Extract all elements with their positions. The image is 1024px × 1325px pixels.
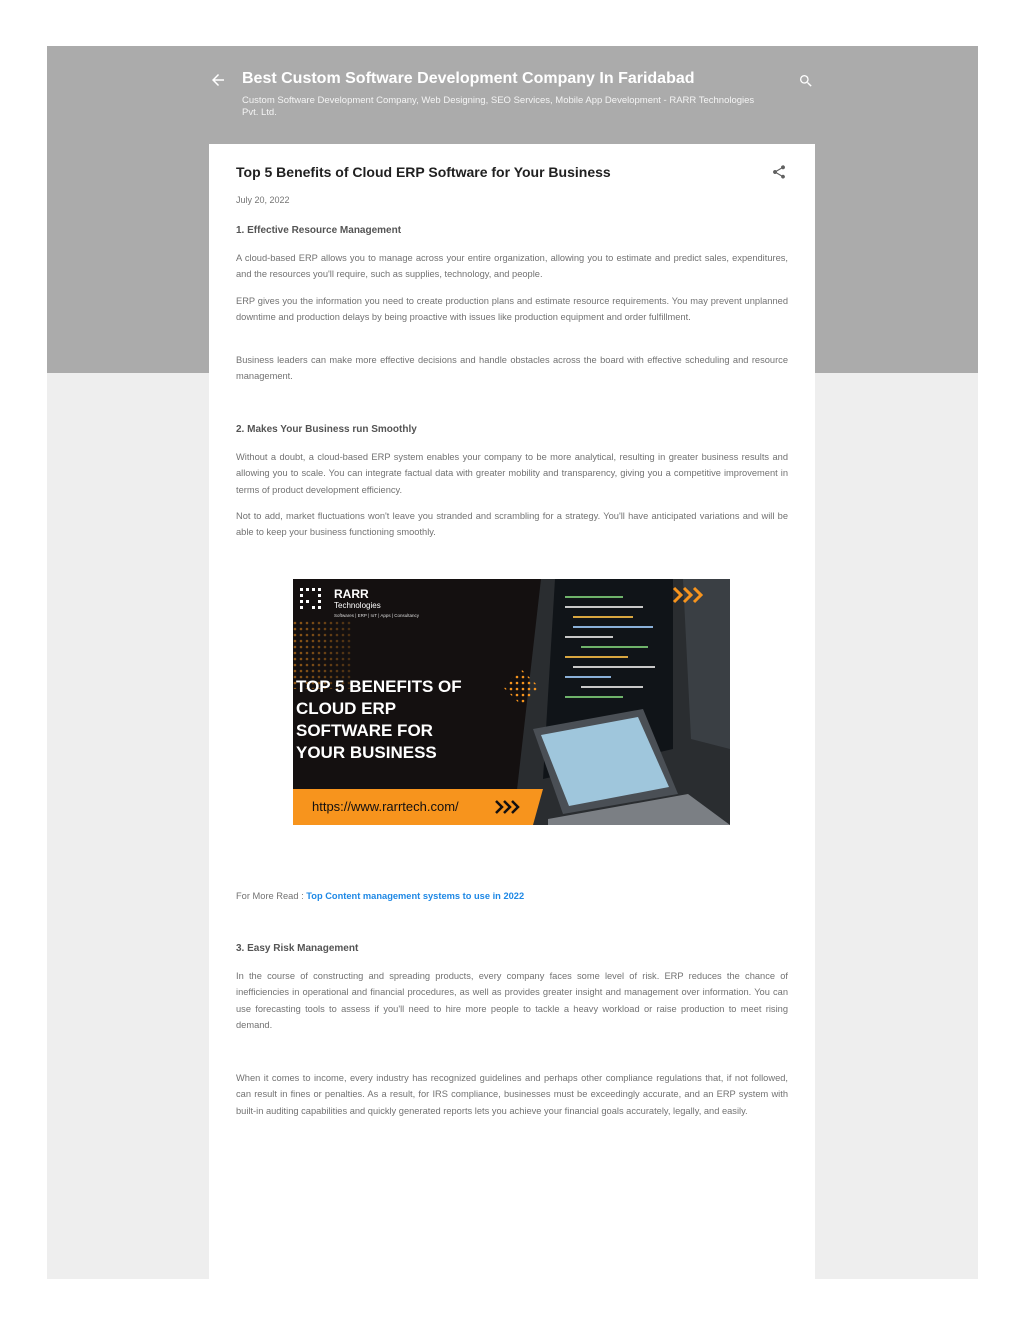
section-heading: 2. Makes Your Business run Smoothly (236, 424, 417, 435)
banner-tagline: Softwares | ERP | IoT | Apps | Consultancy (334, 613, 420, 618)
banner-headline-line: TOP 5 BENEFITS OF (296, 677, 462, 696)
more-read-prefix: For More Read : (236, 891, 307, 901)
search-icon[interactable] (798, 73, 814, 89)
banner-headline-line: CLOUD ERP (296, 699, 397, 718)
paragraph: When it comes to income, every industry has recognized guidelines and perhaps other compliance regulations that, if not followed, can result in fines or penalties. As a result, for IRS compliance, businesses must be exceedingly accurate, and an ERP system with built-in auditing capabilities and quickly generated reports lets you achieve your financial goals accurately, legally, and easily. (236, 1073, 788, 1116)
post-banner-image (293, 579, 730, 825)
post-card (209, 144, 815, 1279)
blog-title[interactable]: Best Custom Software Development Company In Faridabad (242, 70, 695, 87)
banner-brand: RARR (334, 587, 369, 601)
banner-headline (296, 676, 462, 764)
paragraph: Without a doubt, a cloud-based ERP system enables your company to be more analytical, resulting in greater business results and allowing you to scale. You can integrate factual data with greater mobility and transparency, giving you a competitive improvement in terms of product development efficiency. (236, 452, 788, 495)
more-read-link[interactable]: Top Content management systems to use in 2022 (306, 891, 525, 901)
paragraph: ERP gives you the information you need to create production plans and estimate resource requirements. You may prevent unplanned downtime and production delays by being proactive with issues like production equipment and order fulfillment. (236, 296, 788, 323)
section-heading: 1. Effective Resource Management (236, 225, 402, 236)
paragraph: In the course of constructing and spreading products, every company faces some level of risk. ERP reduces the chance of inefficiencies in operational and financial procedures, as well as provides greater insight and management over information. You can use forecasting tools to assess if you'll need to hire more people to tackle a heavy workload or raise production to meet rising demand. (236, 971, 788, 1030)
banner-url: https://www.rarrtech.com/ (312, 799, 459, 814)
page-frame (47, 46, 978, 1279)
paragraph: Not to add, market fluctuations won't leave you stranded and scrambling for a strategy. You'll have anticipated variations and will be able to keep your business functioning smoothly. (236, 511, 788, 538)
banner-brand-sub: Technologies (334, 601, 381, 610)
share-icon[interactable] (771, 164, 787, 180)
paragraph: Business leaders can make more effective decisions and handle obstacles across the board with effective scheduling and resource management. (236, 355, 788, 382)
post-date: July 20, 2022 (236, 195, 290, 205)
paragraph: A cloud-based ERP allows you to manage across your entire organization, allowing you to estimate and predict sales, expenditures, and the resources you'll require, such as supplies, technology, and people. (236, 253, 788, 280)
more-read (236, 891, 524, 901)
blog-description: Custom Software Development Company, Web Designing, SEO Services, Mobile App Development - RARR Technologies Pvt. Ltd. (242, 95, 755, 118)
section-heading: 3. Easy Risk Management (236, 943, 359, 954)
banner-headline-line: SOFTWARE FOR (296, 721, 433, 740)
banner-headline-line: YOUR BUSINESS (296, 743, 437, 762)
post-title: Top 5 Benefits of Cloud ERP Software for Your Business (236, 164, 611, 180)
arrow-left-icon[interactable] (209, 71, 227, 89)
